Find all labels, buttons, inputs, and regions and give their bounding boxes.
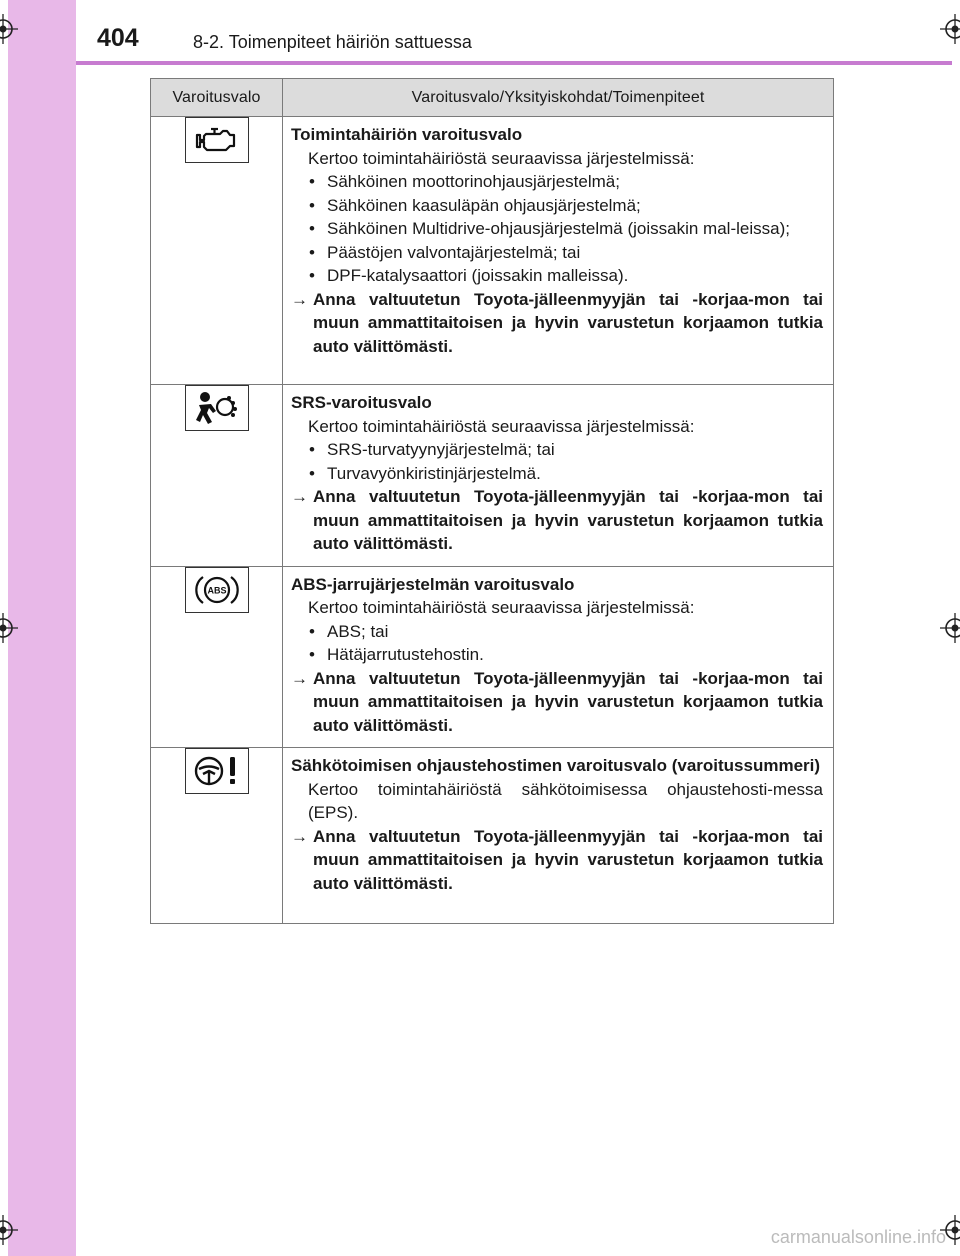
action-instruction [291,667,823,738]
warning-light-table [150,78,834,924]
crop-mark-icon [0,613,18,643]
list-item: • Päästöjen valvontajärjestelmä; tai [308,241,823,265]
table-row [151,748,834,924]
arrow-icon: → [291,487,308,506]
icon-cell [151,117,283,385]
header-rule [76,61,952,65]
details-cell [283,566,834,748]
details-cell [283,748,834,924]
details-cell [283,385,834,567]
list-item: • DPF-katalysaattori (joissakin malleissa). [308,264,823,288]
arrow-icon: → [291,289,308,309]
warning-title: Toimintahäiriön varoitusvalo [291,125,523,144]
list-item: • Sähköinen kaasuläpän ohjausjärjestelmä; [308,194,823,218]
table-header-row [151,79,834,117]
purple-sidebar [8,0,76,1256]
list-item: • Hätäjarrutustehostin. [308,643,823,667]
action-instruction [291,485,823,556]
srs-airbag-icon [185,385,249,431]
arrow-icon: → [291,826,308,846]
list-item: • ABS; tai [308,620,823,644]
icon-cell [151,385,283,567]
watermark: carmanualsonline.info [770,1227,946,1247]
crop-mark-icon [0,1215,18,1245]
crop-mark-icon [940,613,960,643]
table-row [151,117,834,385]
action-text: Anna valtuutetun Toyota-jälleenmyyjän tai -korjaa-mon tai muun ammattitaitoisen ja hyvin varustetun korjaamon tutkia auto välittömästi. [313,487,823,553]
warning-title: Sähkötoimisen ohjaustehostimen varoitusvalo (varoitussummeri) [291,756,821,775]
warning-description: Kertoo toimintahäiriöstä sähkötoimisessa ohjaustehosti-messa (EPS). [308,779,823,822]
section-title: 8-2. Toimenpiteet häiriön sattuessa [193,32,472,52]
table-row [151,566,834,748]
column-header-warning-light: Varoitusvalo [151,79,283,117]
crop-mark-icon [940,14,960,44]
list-item: • Turvavyönkiristinjärjestelmä. [308,462,823,486]
list-item: • Sähköinen Multidrive-ohjausjärjestelmä (joissakin mal-leissa); [308,217,823,241]
action-instruction [291,288,823,359]
warning-description: Kertoo toimintahäiriöstä seuraavissa järjestelmissä: [308,598,695,617]
table-row [151,385,834,567]
list-item: • Sähköinen moottorinohjausjärjestelmä; [308,170,823,194]
action-text: Anna valtuutetun Toyota-jälleenmyyjän tai -korjaa-mon tai muun ammattitaitoisen ja hyvin varustetun korjaamon tutkia auto välittömästi. [313,289,823,356]
warning-title: ABS-jarrujärjestelmän varoitusvalo [291,574,575,594]
warning-description: Kertoo toimintahäiriöstä seuraavissa järjestelmissä: [308,148,695,168]
abs-warning-icon [185,567,249,613]
page-number: 404 [97,24,139,52]
engine-warning-icon [185,117,249,163]
action-text: Anna valtuutetun Toyota-jälleenmyyjän tai -korjaa-mon tai muun ammattitaitoisen ja hyvin varustetun korjaamon tutkia auto välittömästi. [313,826,823,893]
icon-cell [151,748,283,924]
column-header-details: Varoitusvalo/Yksityiskohdat/Toimenpiteet [283,79,834,117]
list-item: • SRS-turvatyynyjärjestelmä; tai [308,438,823,462]
warning-title: SRS-varoitusvalo [291,393,432,412]
icon-cell [151,566,283,748]
abs-label: ABS [206,585,227,595]
system-list [291,620,823,667]
warning-description: Kertoo toimintahäiriöstä seuraavissa järjestelmissä: [308,416,695,436]
details-cell [283,117,834,385]
arrow-icon: → [291,668,308,688]
system-list [291,170,823,288]
system-list [291,438,823,485]
action-text: Anna valtuutetun Toyota-jälleenmyyjän tai -korjaa-mon tai muun ammattitaitoisen ja hyvin varustetun korjaamon tutkia auto välittömästi. [313,668,823,735]
crop-mark-icon [0,14,18,44]
action-instruction [291,825,823,896]
power-steering-warning-icon [185,748,249,794]
